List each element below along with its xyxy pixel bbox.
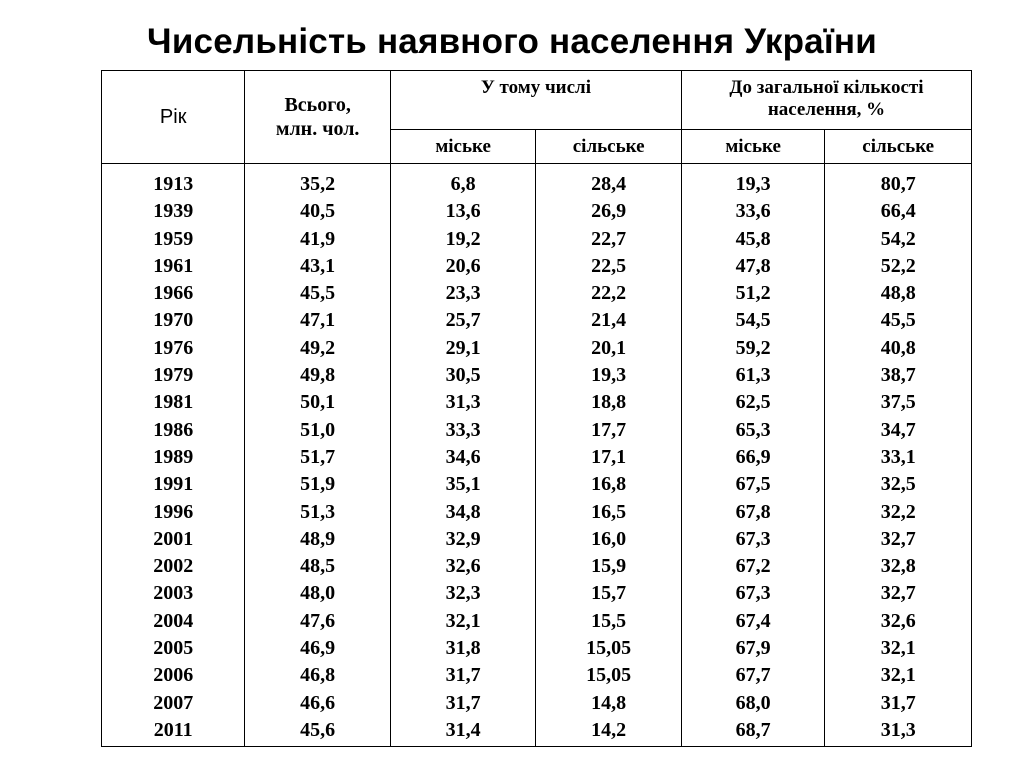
- cell-rural-pct: 33,1: [880, 445, 916, 468]
- cell-total: 35,2: [300, 173, 336, 195]
- cell-year: 2001: [153, 527, 194, 550]
- cell-rural: 15,05: [586, 637, 632, 660]
- data-body-row: [102, 164, 972, 747]
- cell-rural: 16,5: [591, 500, 627, 523]
- cell-urban-pct: 45,8: [735, 227, 771, 250]
- cell-year: 2011: [153, 718, 193, 741]
- cell-total: 51,9: [300, 473, 336, 496]
- header-rural-pct: сільське: [825, 130, 972, 164]
- cell-rural-pct: 31,3: [880, 718, 916, 741]
- cell-rural: 16,8: [591, 473, 627, 496]
- cell-year: 2007: [153, 691, 194, 714]
- header-year: Рік: [102, 71, 245, 164]
- cell-total: 51,7: [300, 445, 336, 468]
- cell-total: 47,6: [300, 609, 336, 632]
- cell-urban: 20,6: [445, 254, 481, 277]
- cell-total: 48,5: [300, 555, 336, 578]
- header-urban: міське: [390, 130, 535, 164]
- cell-rural-pct: 32,6: [880, 609, 916, 632]
- cell-urban: 32,6: [445, 555, 481, 578]
- cell-urban: 13,6: [445, 200, 481, 223]
- cell-total: 45,5: [300, 282, 336, 305]
- header-including: У тому числі: [390, 71, 681, 130]
- year-column: [102, 164, 245, 747]
- cell-urban-pct: 67,3: [735, 582, 771, 605]
- cell-total: 45,6: [300, 718, 336, 741]
- page-title: Чисельність наявного населення України: [147, 22, 877, 61]
- cell-urban: 23,3: [445, 282, 481, 305]
- cell-total: 46,9: [300, 637, 336, 660]
- cell-urban: 31,7: [445, 691, 481, 714]
- cell-urban: 32,1: [445, 609, 481, 632]
- cell-rural-pct: 32,7: [880, 527, 916, 550]
- population-table: [101, 70, 972, 747]
- cell-urban: 31,8: [445, 637, 481, 660]
- cell-year: 1961: [153, 254, 194, 277]
- cell-total: 41,9: [300, 227, 336, 250]
- cell-urban-pct: 47,8: [735, 254, 771, 277]
- urban-column: [390, 164, 535, 747]
- cell-rural-pct: 66,4: [880, 200, 916, 223]
- cell-total: 48,0: [300, 582, 336, 605]
- cell-urban-pct: 33,6: [735, 200, 771, 223]
- cell-urban-pct: 68,7: [735, 718, 771, 741]
- cell-rural-pct: 32,7: [880, 582, 916, 605]
- cell-year: 2005: [153, 637, 194, 660]
- cell-urban-pct: 54,5: [735, 309, 771, 332]
- cell-rural-pct: 31,7: [880, 691, 916, 714]
- cell-year: 2003: [153, 582, 194, 605]
- cell-year: 1996: [153, 500, 194, 523]
- cell-total: 43,1: [300, 254, 336, 277]
- header-urban-pct: міське: [681, 130, 824, 164]
- cell-year: 1966: [153, 282, 194, 305]
- header-total: [245, 71, 391, 164]
- header-total-line1: Всього,: [284, 94, 351, 116]
- cell-rural: 15,7: [591, 582, 627, 605]
- cell-rural-pct: 54,2: [880, 227, 916, 250]
- header-rural: сільське: [536, 130, 682, 164]
- cell-total: 51,0: [300, 418, 336, 441]
- cell-urban: 31,7: [445, 664, 481, 687]
- cell-year: 1913: [153, 173, 194, 195]
- cell-total: 49,2: [300, 336, 336, 359]
- cell-year: 1991: [153, 473, 194, 496]
- cell-rural-pct: 32,8: [880, 555, 916, 578]
- cell-total: 51,3: [300, 500, 336, 523]
- cell-year: 1939: [153, 200, 194, 223]
- cell-urban: 31,3: [445, 391, 481, 414]
- cell-rural: 20,1: [591, 336, 627, 359]
- cell-urban-pct: 62,5: [735, 391, 771, 414]
- cell-urban: 29,1: [445, 336, 481, 359]
- cell-rural: 17,7: [591, 418, 627, 441]
- cell-total: 46,6: [300, 691, 336, 714]
- cell-urban: 32,3: [445, 582, 481, 605]
- cell-rural-pct: 32,2: [880, 500, 916, 523]
- cell-year: 1959: [153, 227, 194, 250]
- cell-rural-pct: 80,7: [880, 173, 916, 195]
- cell-year: 1970: [153, 309, 194, 332]
- cell-urban-pct: 51,2: [735, 282, 771, 305]
- cell-rural: 26,9: [591, 200, 627, 223]
- cell-rural-pct: 32,5: [880, 473, 916, 496]
- cell-total: 49,8: [300, 364, 336, 387]
- cell-urban-pct: 67,5: [735, 473, 771, 496]
- cell-urban-pct: 67,2: [735, 555, 771, 578]
- cell-rural: 22,7: [591, 227, 627, 250]
- cell-rural-pct: 52,2: [880, 254, 916, 277]
- cell-rural: 14,8: [591, 691, 627, 714]
- cell-rural: 15,5: [591, 609, 627, 632]
- cell-urban-pct: 61,3: [735, 364, 771, 387]
- header-total-line2: млн. чол.: [275, 118, 360, 140]
- cell-urban-pct: 68,0: [735, 691, 771, 714]
- cell-urban-pct: 67,9: [735, 637, 771, 660]
- cell-rural: 18,8: [591, 391, 627, 414]
- header-share: [681, 71, 971, 130]
- cell-urban: 33,3: [445, 418, 481, 441]
- rural-column: [536, 164, 682, 747]
- cell-rural-pct: 48,8: [880, 282, 916, 305]
- cell-rural: 17,1: [591, 445, 627, 468]
- cell-rural: 16,0: [591, 527, 627, 550]
- cell-urban-pct: 67,8: [735, 500, 771, 523]
- cell-urban: 34,6: [445, 445, 481, 468]
- cell-urban: 19,2: [445, 227, 481, 250]
- cell-rural-pct: 34,7: [880, 418, 916, 441]
- cell-rural: 19,3: [591, 364, 627, 387]
- cell-urban: 25,7: [445, 309, 481, 332]
- cell-rural: 22,5: [591, 254, 627, 277]
- cell-year: 1989: [153, 445, 194, 468]
- cell-urban: 30,5: [445, 364, 481, 387]
- rural-pct-column: [825, 164, 972, 747]
- urban-pct-column: [681, 164, 824, 747]
- cell-rural: 15,05: [586, 664, 632, 687]
- cell-urban-pct: 59,2: [735, 336, 771, 359]
- cell-rural-pct: 32,1: [880, 664, 916, 687]
- cell-rural: 22,2: [591, 282, 627, 305]
- cell-rural-pct: 37,5: [880, 391, 916, 414]
- cell-urban-pct: 19,3: [735, 173, 771, 195]
- cell-year: 2002: [153, 555, 194, 578]
- cell-rural-pct: 45,5: [880, 309, 916, 332]
- cell-year: 2004: [153, 609, 194, 632]
- cell-total: 50,1: [300, 391, 336, 414]
- cell-year: 2006: [153, 664, 194, 687]
- cell-rural: 15,9: [591, 555, 627, 578]
- cell-year: 1981: [153, 391, 194, 414]
- cell-urban: 34,8: [445, 500, 481, 523]
- cell-year: 1976: [153, 336, 194, 359]
- cell-rural-pct: 40,8: [880, 336, 916, 359]
- cell-rural-pct: 38,7: [880, 364, 916, 387]
- cell-urban-pct: 67,4: [735, 609, 771, 632]
- cell-total: 46,8: [300, 664, 336, 687]
- cell-urban: 31,4: [445, 718, 481, 741]
- cell-urban: 35,1: [445, 473, 481, 496]
- cell-total: 47,1: [300, 309, 336, 332]
- cell-urban-pct: 65,3: [735, 418, 771, 441]
- cell-rural: 21,4: [591, 309, 627, 332]
- cell-urban-pct: 67,3: [735, 527, 771, 550]
- cell-total: 48,9: [300, 527, 336, 550]
- cell-rural: 28,4: [591, 173, 627, 195]
- cell-urban-pct: 67,7: [735, 664, 771, 687]
- header-share-line1: До загальної кількості: [729, 77, 924, 98]
- cell-year: 1979: [153, 364, 194, 387]
- header-share-line2: населення, %: [767, 99, 886, 120]
- cell-urban: 6,8: [450, 173, 476, 195]
- cell-urban-pct: 66,9: [735, 445, 771, 468]
- cell-rural: 14,2: [591, 718, 627, 741]
- cell-urban: 32,9: [445, 527, 481, 550]
- total-column: [245, 164, 391, 747]
- cell-rural-pct: 32,1: [880, 637, 916, 660]
- cell-total: 40,5: [300, 200, 336, 223]
- cell-year: 1986: [153, 418, 194, 441]
